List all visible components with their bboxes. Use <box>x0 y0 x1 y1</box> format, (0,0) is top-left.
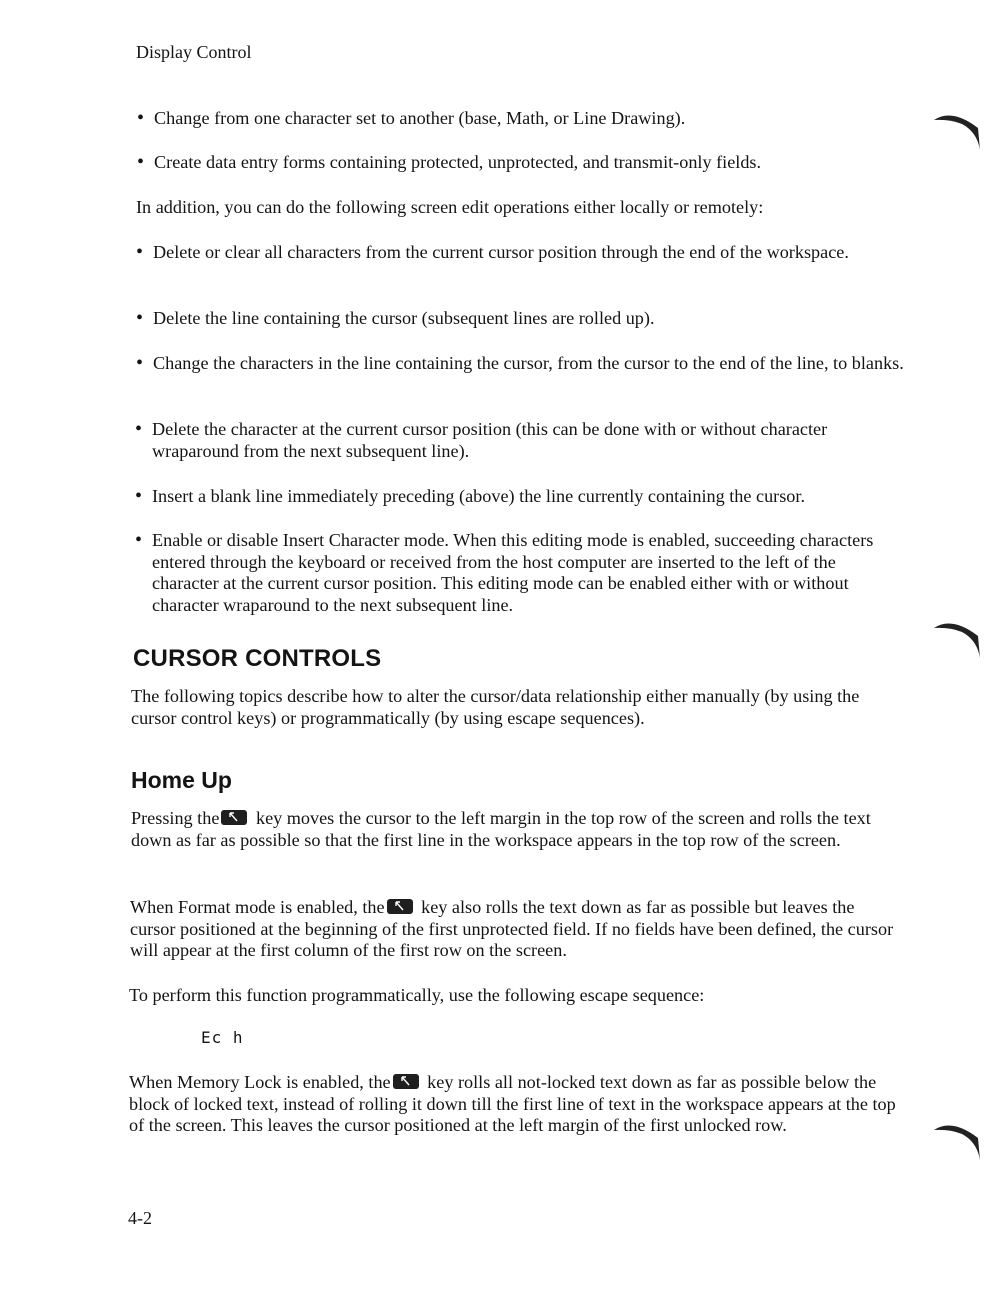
escape-sequence: Ec h <box>201 1028 244 1047</box>
paragraph-text: key moves the cursor to the left margin in the top row of the screen and rolls the text down as far as possible so that the first line in the workspace appears in the top row of the screen. <box>131 808 871 850</box>
home-up-paragraph-2 <box>130 897 904 962</box>
cursor-controls-heading: CURSOR CONTROLS <box>133 645 382 672</box>
home-up-key-icon <box>393 1074 419 1089</box>
list-item: • Create data entry forms containing protected, unprotected, and transmit-only fields. <box>137 152 894 174</box>
list-item: • Insert a blank line immediately preceding (above) the line currently containing the cursor. <box>135 486 904 508</box>
home-up-key-icon <box>387 899 413 914</box>
home-up-paragraph-4 <box>129 1072 900 1137</box>
edit-bullet-4 <box>135 419 904 462</box>
edit-bullet-5 <box>135 486 904 508</box>
page-number: 4-2 <box>128 1208 152 1228</box>
list-item: • Enable or disable Insert Character mode. When this editing mode is enabled, succeeding characters entered through the keyboard or received from the host computer are inserted to the left of the character at the current cursor position. This editing mode can be enabled either with or without character wraparound to the next subsequent line. <box>135 530 904 616</box>
list-item: • Change from one character set to another (base, Math, or Line Drawing). <box>137 108 894 130</box>
paragraph-text: When Memory Lock is enabled, the <box>129 1072 391 1092</box>
top-bullet-list <box>137 108 894 130</box>
list-item: • Delete the line containing the cursor (subsequent lines are rolled up). <box>136 308 904 330</box>
list-item: • Delete or clear all characters from the current cursor position through the end of the workspace. <box>136 242 904 264</box>
page-tab-mark-3 <box>932 1120 982 1162</box>
top-bullet-list-2 <box>137 152 894 174</box>
home-up-key-icon <box>221 810 247 825</box>
edit-bullet-3 <box>136 353 904 375</box>
paragraph-text: key rolls all not-locked text down as far as possible below the block of locked text, instead of rolling it down till the first line of text in the workspace appears at the top of the screen. This leaves the cursor positioned at the left margin of the first unlocked row. <box>129 1072 896 1135</box>
cursor-controls-intro: The following topics describe how to alter the cursor/data relationship either manually (by using the cursor control keys) or programmatically (by using escape sequences). <box>131 686 860 728</box>
page-header: Display Control <box>136 42 252 62</box>
edit-bullet-2 <box>136 308 904 330</box>
edit-bullet-6 <box>135 530 904 616</box>
list-item: • Delete the character at the current cursor position (this can be done with or without character wraparound from the next subsequent line). <box>135 419 904 462</box>
edit-bullet-1 <box>136 242 904 264</box>
paragraph-text: Pressing the <box>131 808 220 828</box>
paragraph-text: key also rolls the text down as far as possible but leaves the cursor positioned at the beginning of the first unprotected field. If no fields have been defined, the cursor will appear at the first column of the first row on the screen. <box>130 897 894 960</box>
page-tab-mark-1 <box>932 110 982 152</box>
home-up-heading: Home Up <box>131 767 232 793</box>
home-up-paragraph-1 <box>131 808 904 851</box>
home-up-paragraph-3: To perform this function programmatically, use the following escape sequence: <box>129 985 705 1005</box>
paragraph-text: When Format mode is enabled, the <box>130 897 385 917</box>
list-item: • Change the characters in the line containing the cursor, from the cursor to the end of the line, to blanks. <box>136 353 904 375</box>
edit-intro-text: In addition, you can do the following screen edit operations either locally or remotely: <box>136 197 764 217</box>
